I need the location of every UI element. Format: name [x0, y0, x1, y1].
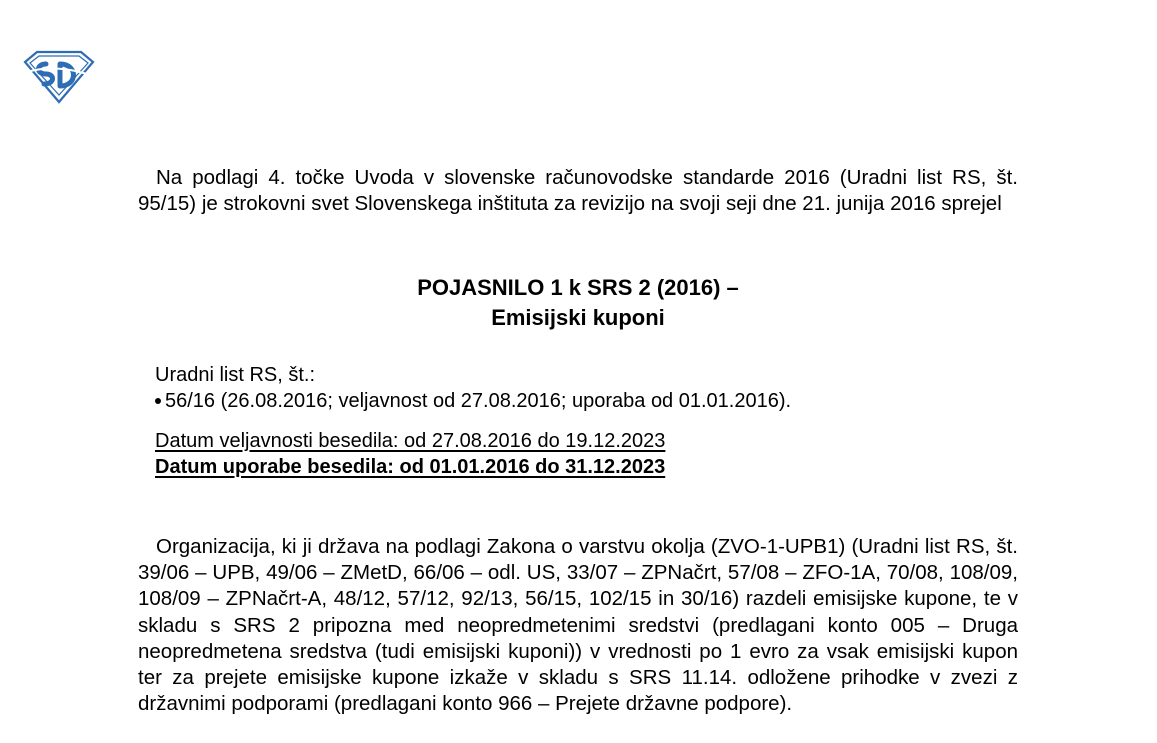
- intro-paragraph: Na podlagi 4. točke Uvoda v slovenske računovodske standarde 2016 (Uradni list RS, št. 95/15) je strokovni svet Slovenskega inštituta za revizijo na svoji seji dne 21. junija 2016 sprejel: [138, 166, 1018, 216]
- application-date: Datum uporabe besedila: od 01.01.2016 do 31.12.2023: [155, 456, 666, 478]
- validity-date: Datum veljavnosti besedila: od 27.08.2016 do 19.12.2023: [155, 430, 666, 452]
- gazette-item-text: 56/16 (26.08.2016; veljavnost od 27.08.2016; uporaba od 01.01.2016).: [165, 390, 792, 412]
- title-line-2: Emisijski kuponi: [491, 305, 665, 330]
- gazette-item: [153, 388, 791, 414]
- bullet-icon: [155, 398, 161, 404]
- gazette-label: Uradni list RS, št.:: [155, 364, 316, 386]
- title-line-1: POJASNILO 1 k SRS 2 (2016) –: [417, 275, 739, 300]
- body-paragraph: Organizacija, ki ji država na podlagi Zakona o varstvu okolja (ZVO-1-UPB1) (Uradni list RS, št. 39/06 – UPB, 49/06 – ZMetD, 66/06 – odl. US, 33/07 – ZPNačrt, 57/08 – ZFO-1A, 70/08, 108/09, 108/09 – ZPNačrt-A, 48/12, 57/12, 92/13, 56/15, 102/15 in 30/16) razdeli emisijske kupone, te v skladu s SRS 2 pripozna med neopredmetenimi sredstvi (predlagani konto 005 – Druga neopredmetena sredstva (tudi emisijski kuponi)) v vrednosti po 1 evro za vsak emisijski kupon ter za prejete emisijske kupone izkaže v skladu s SRS 11.14. odložene prihodke v zvezi z državnimi podporami (predlagani konto 966 – Prejete državne podpore).: [138, 535, 1018, 716]
- sd-logo-icon: [22, 50, 96, 104]
